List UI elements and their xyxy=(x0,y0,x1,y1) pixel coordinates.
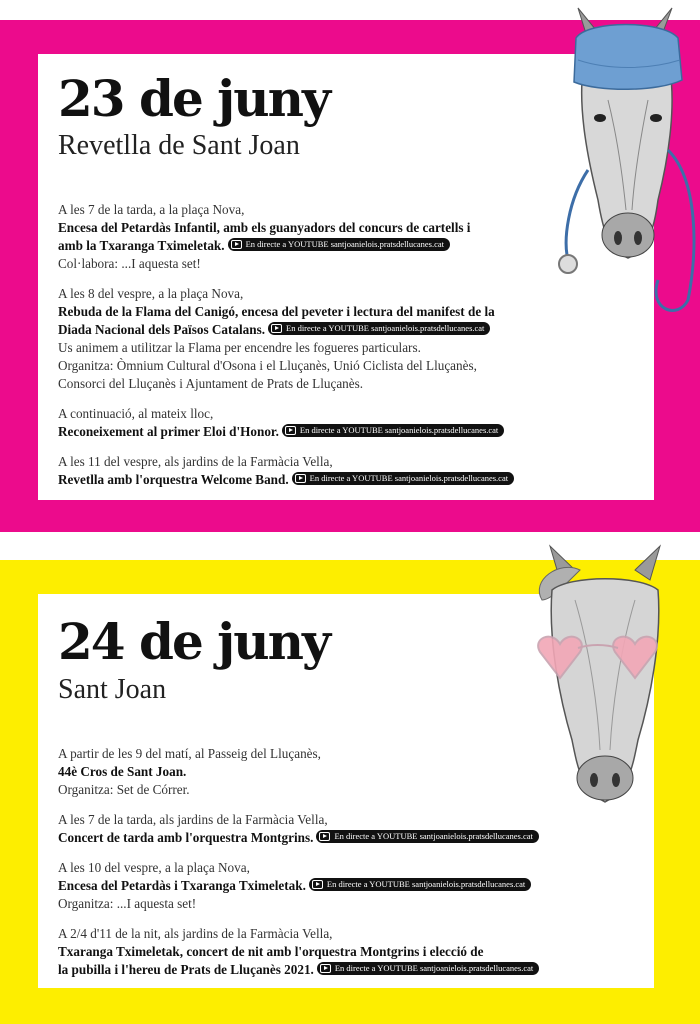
horse-doctor-illustration xyxy=(548,0,698,320)
event-title xyxy=(58,219,578,237)
event-title xyxy=(58,829,578,847)
day1-events xyxy=(58,201,578,501)
event-title xyxy=(58,763,578,781)
event-title-text: Encesa del Petardàs Infantil, amb els guanyadors del concurs de cartells i xyxy=(58,220,471,235)
youtube-live-text: En directe a YOUTUBE santjoanielois.pratsdellucanes.cat xyxy=(309,473,509,483)
youtube-icon xyxy=(312,880,323,889)
youtube-live-text: En directe a YOUTUBE santjoanielois.pratsdellucanes.cat xyxy=(334,831,533,841)
event-title xyxy=(58,423,578,441)
event-note: Consorci del Lluçanès i Ajuntament de Prats de Lluçanès. xyxy=(58,376,364,391)
event-title-text: amb la Txaranga Tximeletak. xyxy=(58,238,225,253)
event-title-text: Reconeixement al primer Eloi d'Honor. xyxy=(58,424,279,439)
event-note: Organitza: ...I aquesta set! xyxy=(58,896,197,911)
event-title-text: Revetlla amb l'orquestra Welcome Band. xyxy=(58,472,289,487)
event-note: Col·labora: ...I aquesta set! xyxy=(58,256,201,271)
event-title-text: Diada Nacional dels Països Catalans. xyxy=(58,322,265,337)
event-title xyxy=(58,943,578,961)
youtube-live-text: En directe a YOUTUBE santjoanielois.pratsdellucanes.cat xyxy=(299,425,499,435)
event-intro: A les 7 de la tarda, a la plaça Nova, xyxy=(58,202,245,217)
youtube-live-text: En directe a YOUTUBE santjoanielois.pratsdellucanes.cat xyxy=(326,879,526,889)
event-title-text: Txaranga Tximeletak, concert de nit amb l'orquestra Montgrins i elecció de xyxy=(58,944,484,959)
event-intro: A les 11 del vespre, als jardins de la Farmàcia Vella, xyxy=(58,454,333,469)
event-title xyxy=(58,321,578,339)
event-intro: A partir de les 9 del matí, al Passeig del Lluçanès, xyxy=(58,746,321,761)
youtube-icon xyxy=(320,964,331,973)
event-title-text: 44è Cros de Sant Joan. xyxy=(58,764,187,779)
event-title xyxy=(58,877,578,895)
youtube-live-text: En directe a YOUTUBE santjoanielois.pratsdellucanes.cat xyxy=(334,963,534,973)
youtube-icon xyxy=(231,240,242,249)
youtube-live-text: En directe a YOUTUBE santjoanielois.pratsdellucanes.cat xyxy=(286,323,485,333)
youtube-live-badge[interactable] xyxy=(316,830,538,843)
event-intro: A continuació, al mateix lloc, xyxy=(58,406,214,421)
youtube-live-badge[interactable] xyxy=(317,962,539,975)
event-block xyxy=(58,453,578,489)
youtube-live-badge[interactable] xyxy=(309,878,531,891)
event-title xyxy=(58,471,578,489)
event-note: Us animem a utilitzar la Flama per encendre les fogueres particulars. xyxy=(58,340,421,355)
event-title xyxy=(58,961,578,979)
event-intro: A les 10 del vespre, a la plaça Nova, xyxy=(58,860,250,875)
event-title xyxy=(58,237,578,255)
event-intro: A les 8 del vespre, a la plaça Nova, xyxy=(58,286,244,301)
event-intro: A 2/4 d'11 de la nit, als jardins de la Farmàcia Vella, xyxy=(58,926,333,941)
event-intro: A les 7 de la tarda, als jardins de la Farmàcia Vella, xyxy=(58,812,328,827)
event-title-text: Rebuda de la Flama del Canigó, encesa del peveter i lectura del manifest de la xyxy=(58,304,495,319)
youtube-icon xyxy=(295,474,306,483)
event-title-text: la pubilla i l'hereu de Prats de Lluçanès 2021. xyxy=(58,962,314,977)
event-block xyxy=(58,925,578,979)
event-block xyxy=(58,285,578,393)
youtube-live-badge[interactable] xyxy=(292,472,514,485)
youtube-icon xyxy=(285,426,296,435)
youtube-live-badge[interactable] xyxy=(268,322,490,335)
event-block xyxy=(58,811,578,847)
event-block xyxy=(58,859,578,913)
youtube-icon xyxy=(271,324,282,333)
youtube-live-text: En directe a YOUTUBE santjoanielois.pratsdellucanes.cat xyxy=(245,239,444,249)
event-title-text: Concert de tarda amb l'orquestra Montgrins. xyxy=(58,830,314,845)
event-note: Organitza: Set de Córrer. xyxy=(58,782,190,797)
event-title-text: Encesa del Petardàs i Txaranga Tximeletak. xyxy=(58,878,306,893)
day1-subtitle: Revetlla de Sant Joan xyxy=(58,130,300,161)
day2-date: 24 de juny xyxy=(58,612,330,671)
event-block xyxy=(58,745,578,799)
youtube-live-badge[interactable] xyxy=(282,424,504,437)
youtube-icon xyxy=(319,832,330,841)
event-block xyxy=(58,201,578,273)
event-note: Organitza: Òmnium Cultural d'Osona i el Lluçanès, Unió Ciclista del Lluçanès, xyxy=(58,358,477,373)
day2-events xyxy=(58,745,578,991)
day1-date: 23 de juny xyxy=(58,69,330,128)
event-title xyxy=(58,303,578,321)
day2-subtitle: Sant Joan xyxy=(58,674,167,705)
horse-sunglasses-illustration xyxy=(520,540,690,820)
event-block xyxy=(58,405,578,441)
youtube-live-badge[interactable] xyxy=(228,238,450,251)
